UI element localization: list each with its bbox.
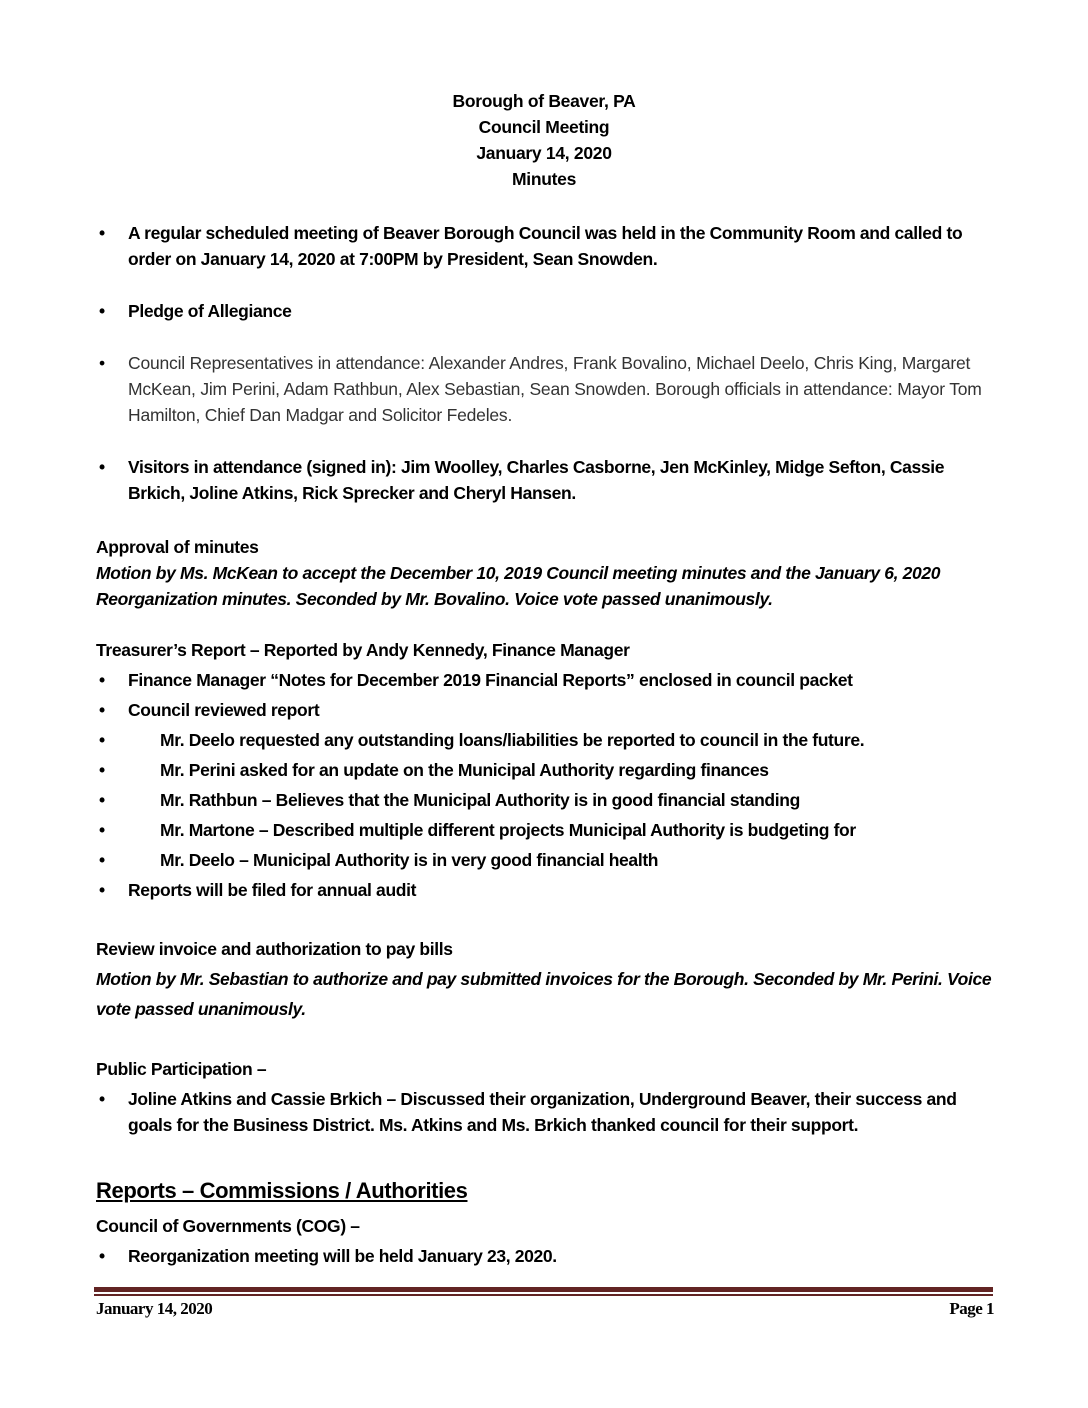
invoices-heading: Review invoice and authorization to pay bills xyxy=(96,939,453,959)
invoices-motion: Motion by Mr. Sebastian to authorize and pay submitted invoices for the Borough. Seconded by Mr. Perini. Voice vote passed unanimously. xyxy=(96,969,992,1019)
bullet-icon: • xyxy=(99,223,105,243)
bullet-icon: • xyxy=(99,850,105,870)
title-date: January 14, 2020 xyxy=(476,143,612,163)
treasurer-item: • Council reviewed report xyxy=(96,697,996,723)
treasurer-item: • Finance Manager “Notes for December 2019 Financial Reports” enclosed in council packet xyxy=(96,667,996,693)
title-meeting: Council Meeting xyxy=(478,117,610,137)
pledge-item xyxy=(96,298,996,324)
bullet-icon: • xyxy=(99,700,105,720)
public-participation-item: • Joline Atkins and Cassie Brkich – Discussed their organization, Underground Beaver, their success and goals for the Business District. Ms. Atkins and Ms. Brkich thanked council for their support. xyxy=(96,1086,996,1138)
public-participation-heading: Public Participation – xyxy=(96,1059,267,1079)
treasurer-item: • Mr. Deelo requested any outstanding loans/liabilities be reported to council in the future. xyxy=(96,727,996,753)
call-to-order-item xyxy=(96,220,996,272)
treasurer-item: • Mr. Martone – Described multiple different projects Municipal Authority is budgeting for xyxy=(96,817,996,843)
approval-motion: Motion by Ms. McKean to accept the December 10, 2019 Council meeting minutes and the January 6, 2020 Reorganization minutes. Seconded by Mr. Bovalino. Voice vote passed unanimously. xyxy=(96,563,941,609)
bullet-icon: • xyxy=(99,790,105,810)
bullet-icon: • xyxy=(99,457,105,477)
bullet-icon: • xyxy=(99,880,105,900)
footer-rule-thin xyxy=(94,1294,993,1296)
pledge-text: Pledge of Allegiance xyxy=(128,301,292,321)
approval-heading: Approval of minutes xyxy=(96,537,259,557)
council-attendance-item xyxy=(96,350,996,428)
treasurer-heading: Treasurer’s Report – xyxy=(96,640,260,660)
bullet-icon: • xyxy=(99,670,105,690)
title-minutes: Minutes xyxy=(511,169,576,189)
bullet-icon: • xyxy=(99,1246,105,1266)
treasurer-item: • Reports will be filed for annual audit xyxy=(96,877,996,903)
treasurer-list xyxy=(96,667,996,903)
bullet-icon: • xyxy=(99,1089,105,1109)
bullet-icon: • xyxy=(99,301,105,321)
treasurer-reporter: Reported by Andy Kennedy, Finance Manager xyxy=(259,640,630,660)
document-title-block xyxy=(0,88,1088,192)
bullet-icon: • xyxy=(99,820,105,840)
footer-page-number: Page 1 xyxy=(949,1299,994,1318)
visitors-item xyxy=(96,454,996,506)
invoices-section xyxy=(96,936,996,1024)
treasurer-item: • Mr. Rathbun – Believes that the Municipal Authority is in good financial standing xyxy=(96,787,996,813)
cog-section xyxy=(96,1213,996,1269)
title-borough: Borough of Beaver, PA xyxy=(452,91,636,111)
call-to-order-text: A regular scheduled meeting of Beaver Borough Council was held in the Community Room and called to order on January 14, 2020 at 7:00PM by President, Sean Snowden. xyxy=(128,223,963,269)
visitors-text: Visitors in attendance (signed in): Jim Woolley, Charles Casborne, Jen McKinley, Midge Sefton, Cassie Brkich, Joline Atkins, Rick Sprecker and Cheryl Hansen. xyxy=(128,457,945,503)
cog-heading: Council of Governments (COG) – xyxy=(96,1216,360,1236)
treasurer-section xyxy=(96,637,996,903)
bullet-icon: • xyxy=(99,730,105,750)
treasurer-item: • Mr. Perini asked for an update on the Municipal Authority regarding finances xyxy=(96,757,996,783)
footer-date: January 14, 2020 xyxy=(96,1299,213,1318)
council-attendance-text: Council Representatives in attendance: Alexander Andres, Frank Bovalino, Michael Deelo, Chris King, Margaret McKean, Jim Perini, Adam Rathbun, Alex Sebastian, Sean Snowden. Borough officials in attendance: Mayor Tom Hamilton, Chief Dan Madgar and Solicitor Fedeles. xyxy=(128,353,982,425)
footer-rule-thick xyxy=(94,1287,993,1292)
approval-section xyxy=(96,534,996,612)
bullet-icon: • xyxy=(99,353,105,373)
public-participation-section xyxy=(96,1056,996,1138)
cog-item: • Reorganization meeting will be held January 23, 2020. xyxy=(96,1243,996,1269)
bullet-icon: • xyxy=(99,760,105,780)
treasurer-heading-line xyxy=(96,637,996,663)
treasurer-item: • Mr. Deelo – Municipal Authority is in very good financial health xyxy=(96,847,996,873)
reports-heading: Reports – Commissions / Authorities xyxy=(96,1178,468,1203)
